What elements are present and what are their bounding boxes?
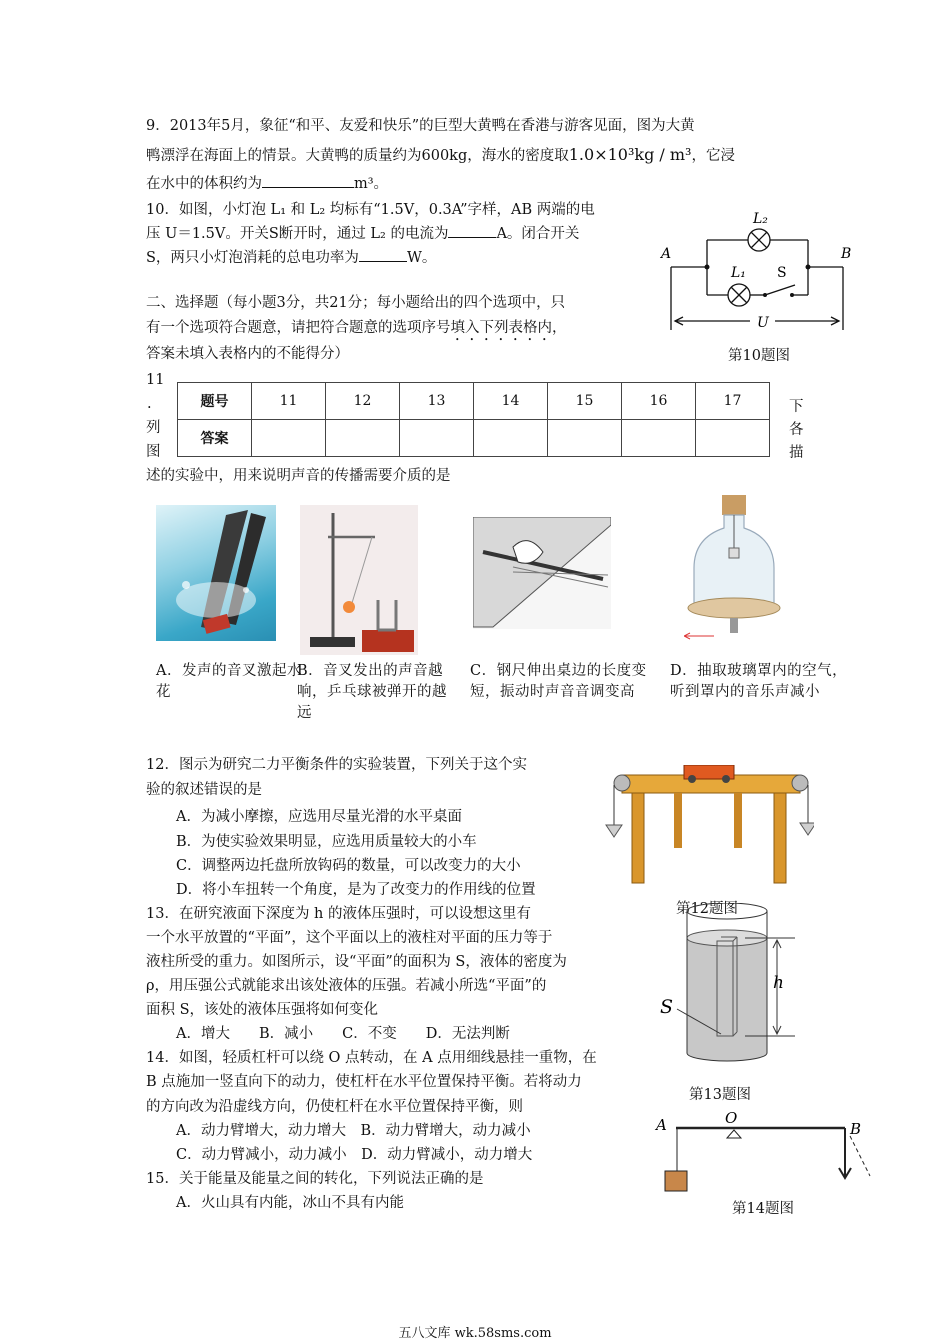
answer-cell-14[interactable] [474,420,548,457]
q9-line3 [146,172,388,196]
q10-blank-power[interactable] [359,247,407,262]
section2-line2-pre: 有一个选项符合题意，请把符合题意的选项序号 [146,320,451,336]
answer-cell-15[interactable] [548,420,622,457]
answer-number-12: 12 [326,383,400,420]
q11-left-wrap-1: 11 [146,372,165,388]
q13-line5: 面积 S，该处的液体压强将如何变化 [146,1002,379,1018]
q11-option-c: C．钢尺伸出桌边的长度变短，振动时声音音调变高 [470,663,647,700]
q14-lever-diagram [650,1108,875,1198]
q11-option-b: B．音叉发出的声音越响，乒乓球被弹开的越远 [297,663,447,721]
q10-label-b: B [841,246,852,262]
q10-line2-text: 压 U＝1.5V。开关S断开时，通过 L₂ 的电流为 [146,226,449,242]
q11-left-wrap-4: 图 [146,444,161,460]
page-footer: 五八文库 wk.58sms.com [398,1326,552,1341]
q9-line1: 9．2013年5月，象征“和平、友爱和快乐”的巨型大黄鸭在香港与游客见面，图为大黄 [146,118,695,134]
q10-line2 [146,222,579,246]
q10-line1: 10．如图，小灯泡 L₁ 和 L₂ 均标有“1.5V，0.3A”字样，AB 两端的电 [146,202,595,218]
q10-label-s: S [777,265,787,281]
q14-label-a: A [656,1116,667,1134]
q13-line3: 液柱所受的重力。如图所示，设“平面”的面积为 S，液体的密度为 [146,954,567,970]
q9-line3-pre: 在水中的体积约为 [146,176,262,192]
q9-line2-text: 鸭漂浮在海面上的情景。大黄鸭的质量约为600kg，海水的密度取 [146,148,569,164]
q9-line2 [146,143,735,168]
q11-option-b-image [300,505,418,655]
answer-number-15: 15 [548,383,622,420]
q10-label-l1: L₁ [731,265,746,281]
q10-circuit-diagram [655,205,860,340]
section2-line2-emphasis: 填入下列表格内 [450,320,552,336]
q14-line3: 的方向改为沿虚线方向，仍使杠杆在水平位置保持平衡，则 [146,1099,523,1115]
q12-option-b: B．为使实验效果明显，应选用质量较大的小车 [176,834,477,850]
q14-line1: 14．如图，轻质杠杆可以绕 O 点转动，在 A 点用细线悬挂一重物，在 [146,1050,597,1066]
answer-table [177,382,770,457]
answer-table-answer-row [178,420,770,457]
q11-left-wrap-2: . [147,396,152,412]
q13-options: A．增大 B．减小 C．不变 D．无法判断 [176,1026,510,1042]
q9-blank[interactable] [262,173,354,188]
answer-number-17: 17 [696,383,770,420]
q14-options-ab: A．动力臂增大，动力增大 B．动力臂增大，动力减小 [176,1123,531,1139]
q13-figure-caption: 第13题图 [689,1087,751,1103]
answer-number-11: 11 [252,383,326,420]
q12-option-a: A．为减小摩擦，应选用尽量光滑的水平桌面 [176,809,462,825]
q11-option-a-image [156,505,276,641]
answer-number-13: 13 [400,383,474,420]
q14-line2: B 点施加一竖直向下的动力，使杠杆在水平位置保持平衡。若将动力 [146,1074,582,1090]
answer-table-header-number: 题号 [178,383,252,420]
q13-label-h: h [773,973,784,993]
q15-line1: 15．关于能量及能量之间的转化，下列说法正确的是 [146,1171,484,1187]
answer-number-14: 14 [474,383,548,420]
q9-density-formula: 1.0×10³kg / m³ [568,145,692,164]
q9-line2-end: ，它浸 [691,148,735,164]
q12-option-d: D．将小车扭转一个角度，是为了改变力的作用线的位置 [176,882,536,898]
q11-line: 述的实验中，用来说明声音的传播需要介质的是 [146,468,451,484]
q10-blank-current[interactable] [448,223,496,238]
q10-line3-text: S，两只小灯泡消耗的总电功率为 [146,250,359,266]
q10-label-l2: L₂ [753,211,768,227]
q13-line2: 一个水平放置的“平面”，这个平面以上的液柱对平面的压力等于 [146,930,553,946]
q12-apparatus-image [604,765,814,890]
q11-option-a: A．发声的音叉激起水花 [156,663,302,700]
q12-figure-caption: 第12题图 [676,901,738,917]
q10-line3-end: W。 [406,250,437,266]
q10-label-u: U [757,315,769,331]
q15-option-a: A．火山具有内能，冰山不具有内能 [176,1195,404,1211]
q11-left-wrap-3: 列 [146,420,161,436]
answer-table-number-row [178,383,770,420]
q11-option-c-image [473,517,611,629]
q10-label-a: A [661,246,672,262]
q13-label-s: S [660,996,674,1018]
answer-cell-16[interactable] [622,420,696,457]
section2-line2 [146,316,567,344]
q11-option-d-image [684,493,784,643]
q11-right-wrap-3: 描 [789,445,804,461]
q10-figure-caption: 第10题图 [728,348,790,364]
answer-cell-13[interactable] [400,420,474,457]
q14-label-b: B [850,1120,862,1138]
q14-figure-caption: 第14题图 [732,1201,794,1217]
q13-line1: 13．在研究液面下深度为 h 的液体压强时，可以设想这里有 [146,906,532,922]
q14-options-cd: C．动力臂减小，动力减小 D．动力臂减小，动力增大 [176,1147,533,1163]
answer-cell-17[interactable] [696,420,770,457]
q12-option-c: C．调整两边托盘所放钩码的数量，可以改变力的大小 [176,858,521,874]
answer-table-header-answer: 答案 [178,420,252,457]
q11-right-wrap-1: 下 [789,399,804,415]
q10-line3 [146,246,436,270]
q13-liquid-column-diagram [655,903,805,1073]
q12-line1: 12．图示为研究二力平衡条件的实验装置，下列关于这个实 [146,757,527,773]
section2-line1: 二、选择题（每小题3分，共21分；每小题给出的四个选项中，只 [146,295,566,311]
q9-line3-post: m³。 [354,176,389,192]
q10-line2-end: A。闭合开关 [496,226,580,242]
q12-line2: 验的叙述错误的是 [146,782,262,798]
q11-right-wrap-2: 各 [789,422,804,438]
q13-line4: ρ，用压强公式就能求出该处液体的压强。若减小所选“平面”的 [146,978,547,994]
section2-line3: 答案未填入表格内的不能得分） [146,346,349,362]
section2-line2-end: ， [552,320,567,336]
answer-number-16: 16 [622,383,696,420]
answer-cell-11[interactable] [252,420,326,457]
answer-cell-12[interactable] [326,420,400,457]
q14-label-o: O [725,1109,738,1127]
q11-option-d: D．抽取玻璃罩内的空气，听到罩内的音乐声减小 [670,663,848,700]
